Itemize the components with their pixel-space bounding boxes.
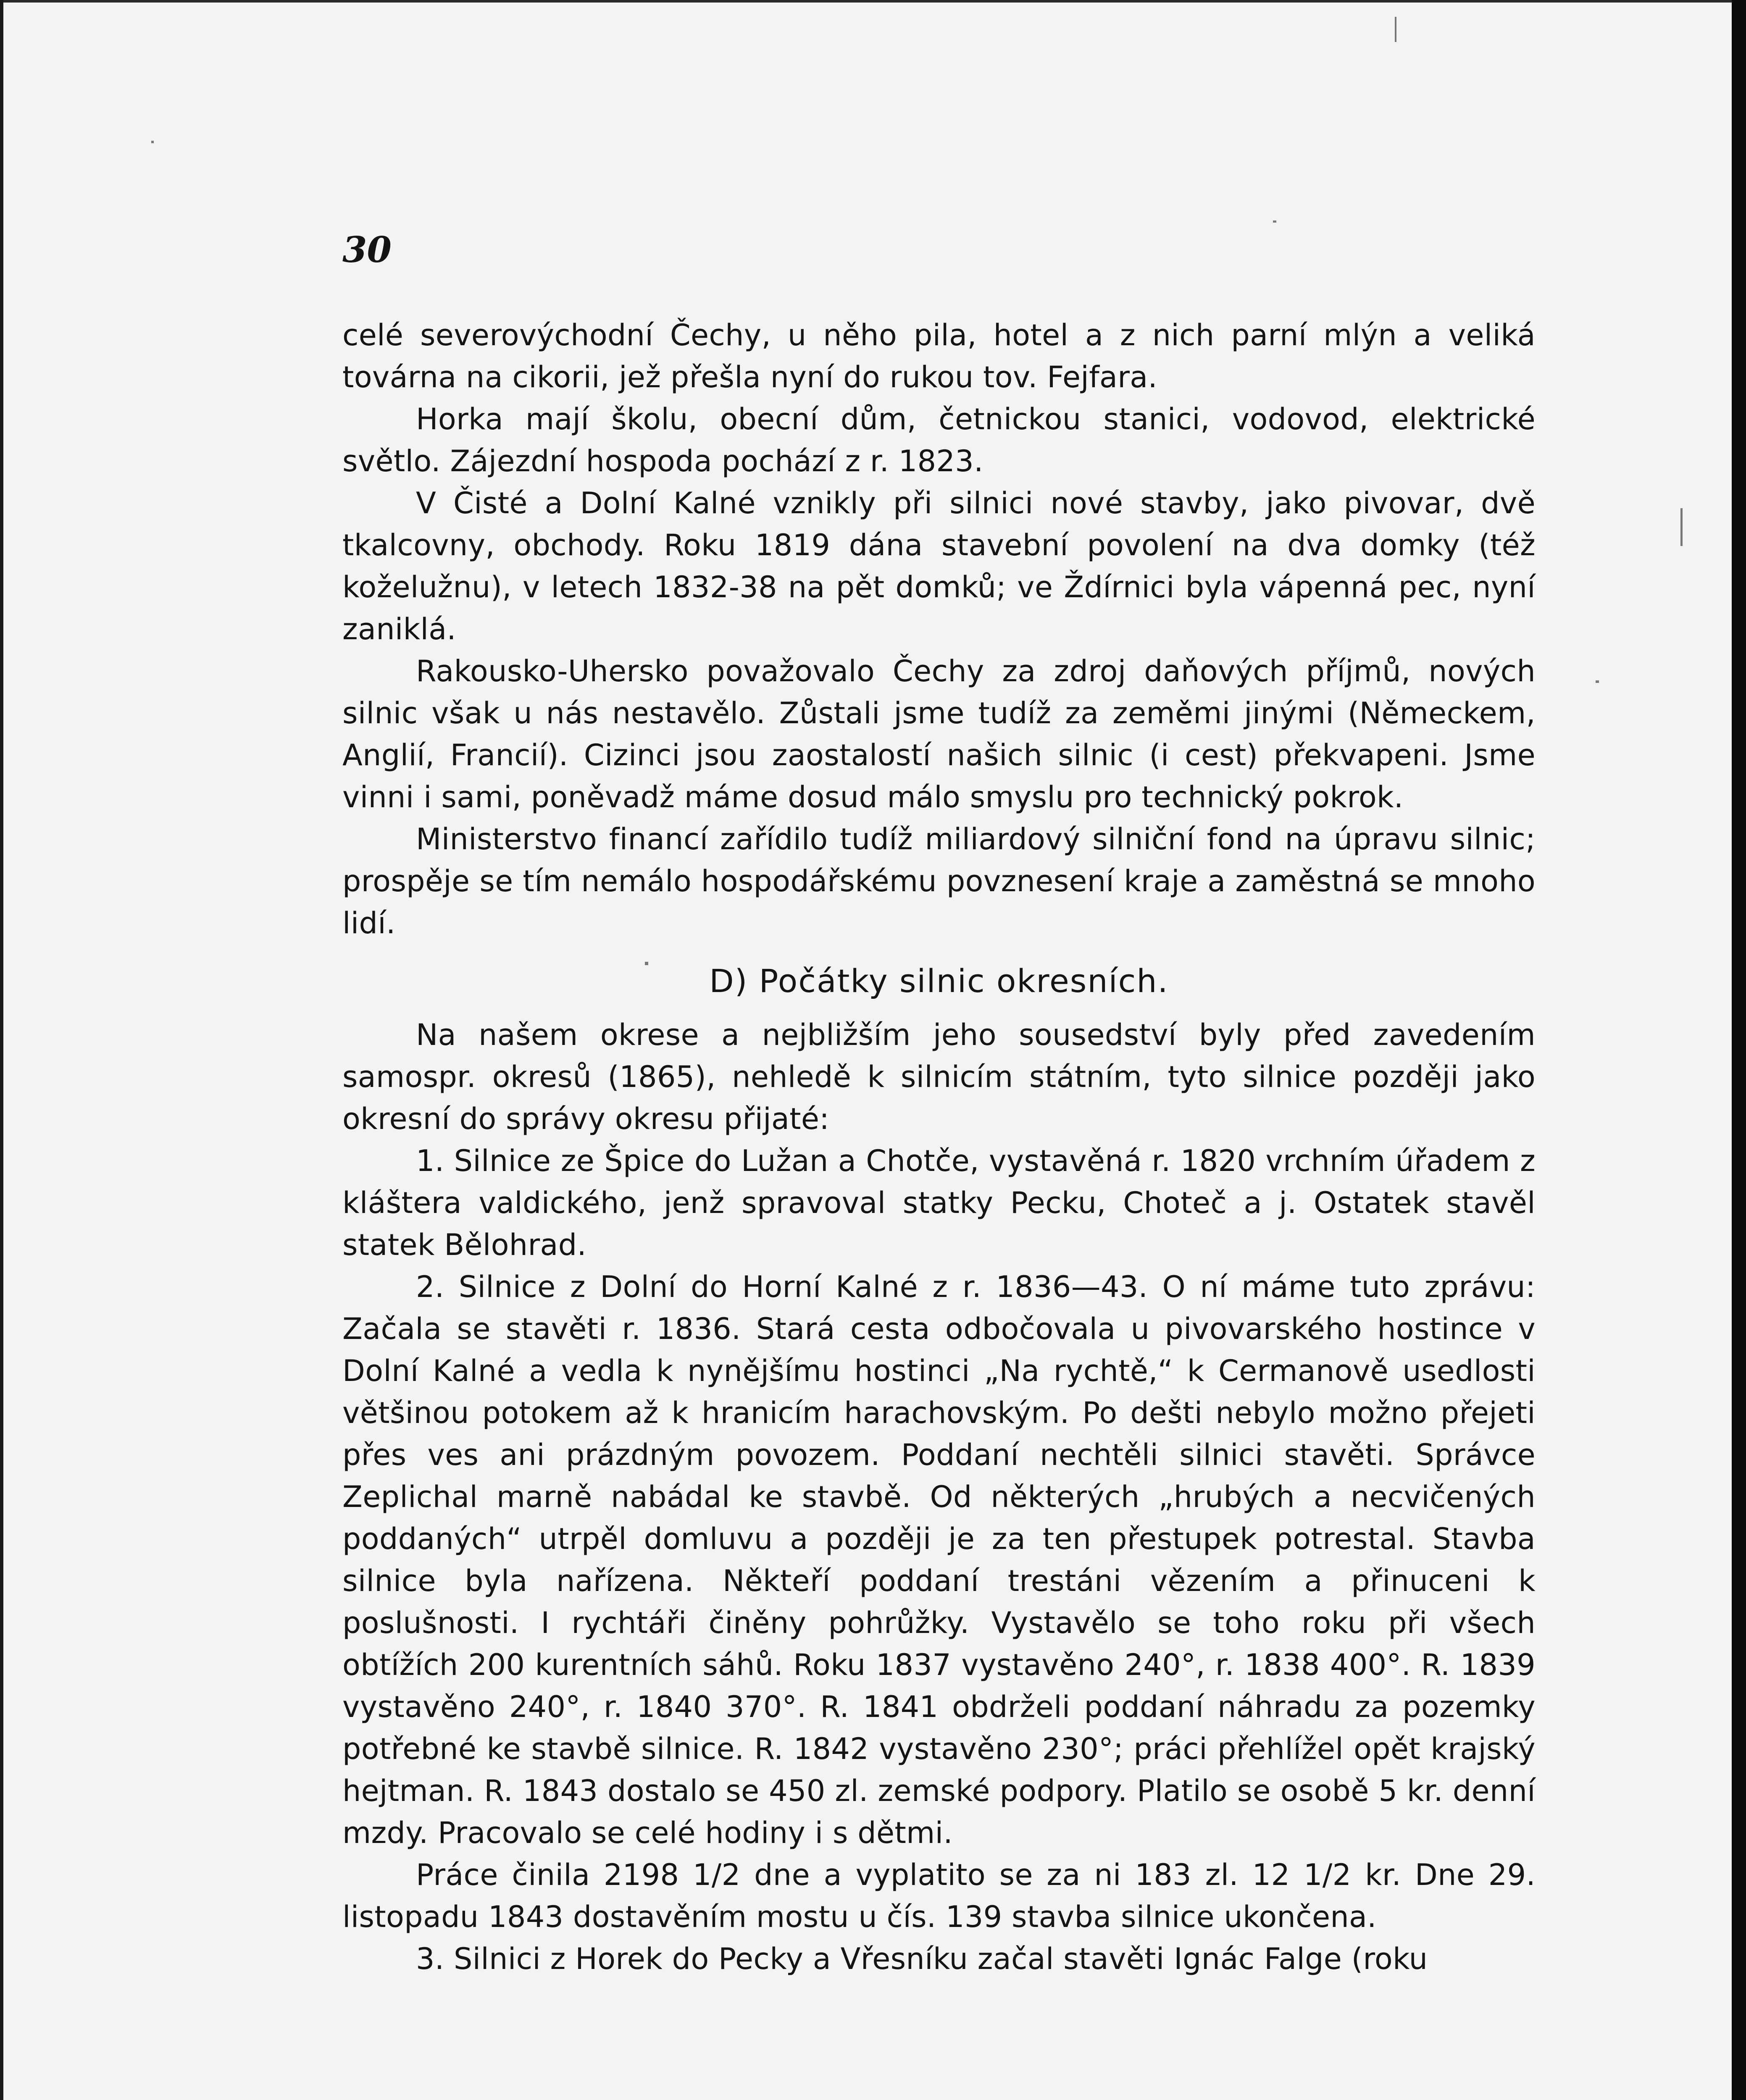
paragraph: V Čisté a Dolní Kalné vznikly při silnici nové stavby, jako pivovar, dvě tkalcovny, obchody. Roku 1819 dána stavební povolení na dva domky (též koželužnu), v letech 1832-38 na pět domků; ve Ždírnici byla vápenná pec, nyní zaniklá. — [342, 486, 1536, 646]
scan-edge-top — [0, 0, 1746, 3]
list-item: 1. Silnice ze Špice do Lužan a Chotče, vystavěná r. 1820 vrchním úřadem z kláštera valdického, jenž spravoval statky Pecku, Choteč a j. Ostatek stavěl statek Bělohrad. — [342, 1144, 1536, 1262]
paragraph: Na našem okrese a nejbližším jeho sousedství byly před zavedením samospr. okresů (1865), nehledě k silnicím státním, tyto silnice později jako okresní do správy okresu přijaté: — [342, 1018, 1536, 1136]
scan-speck — [1596, 680, 1599, 683]
scan-speck — [1680, 508, 1683, 546]
body-text — [342, 314, 1536, 1980]
scan-speck — [1273, 220, 1276, 223]
paragraph: Rakousko-Uhersko považovalo Čechy za zdroj daňových příjmů, nových silnic však u nás nestavělo. Zůstali jsme tudíž za zeměmi jinými (Německem, Anglií, Francií). Cizinci jsou zaostalostí našich silnic (i cest) překvapeni. Jsme vinni i sami, poněvadž máme dosud málo smyslu pro technický pokrok. — [342, 654, 1536, 814]
scan-speck — [151, 141, 154, 143]
section-heading: D) Počátky silnic okresních. — [709, 962, 1169, 1000]
paragraph: Ministerstvo financí zařídilo tudíž miliardový silniční fond na úpravu silnic; prospěje se tím nemálo hospodářskému povznesení kraje a zaměstná se mnoho lidí. — [342, 822, 1536, 940]
paragraph: Horka mají školu, obecní dům, četnickou stanici, vodovod, elektrické světlo. Zájezdní hospoda pochází z r. 1823. — [342, 402, 1536, 478]
scan-speck — [1395, 17, 1396, 42]
scan-edge-left — [0, 0, 3, 2100]
page-number: 30 — [342, 229, 392, 270]
list-item: 2. Silnice z Dolní do Horní Kalné z r. 1836—43. O ní máme tuto zprávu: Začala se stavěti r. 1836. Stará cesta odbočovala u pivovarského hostince v Dolní Kalné a vedla k nynějšímu hostinci „Na rychtě,“ k Cermanově usedlosti většinou potokem až k hranicím harachovským. Po dešti nebylo možno přejeti přes ves ani prázdným povozem. Poddaní nechtěli silnici stavěti. Správce Zeplichal marně nabádal ke stavbě. Od některých „hrubých a necvičených poddaných“ utrpěl domluvu a později je za ten přestupek potrestal. Stavba silnice byla nařízena. Někteří poddaní trestáni vězením a přinuceni k poslušnosti. I rychtáři činěny pohrůžky. Vystavělo se toho roku při všech obtížích 200 kurentních sáhů. Roku 1837 vystavěno 240°, r. 1838 400°. R. 1839 vystavěno 240°, r. 1840 370°. R. 1841 obdrželi poddaní náhradu za pozemky potřebné ke stavbě silnice. R. 1842 vystavěno 230°; práci přehlížel opět krajský hejtman. R. 1843 dostalo se 450 zl. zemské podpory. Platilo se osobě 5 kr. denní mzdy. Pracovalo se celé hodiny i s dětmi. — [342, 1270, 1536, 1850]
list-item: 3. Silnici z Horek do Pecky a Vřesníku začal stavěti Ignác Falge (roku — [416, 1942, 1428, 1976]
scan-edge-right — [1732, 0, 1746, 2100]
paragraph: Práce činila 2198 1/2 dne a vyplatito se za ni 183 zl. 12 1/2 kr. Dne 29. listopadu 1843 dostavěním mostu u čís. 139 stavba silnice ukončena. — [342, 1858, 1536, 1934]
paragraph: celé severovýchodní Čechy, u něho pila, hotel a z nich parní mlýn a veliká továrna na cikorii, jež přešla nyní do rukou tov. Fejfara. — [342, 318, 1536, 394]
